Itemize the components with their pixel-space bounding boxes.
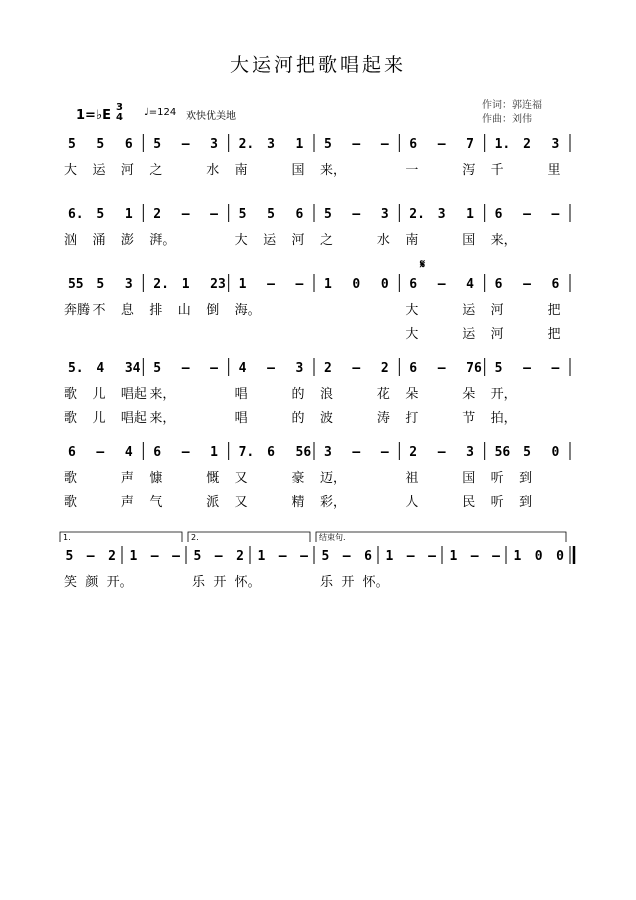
lyric-syllable: 大: [234, 233, 248, 248]
lyric-syllable: 慨: [206, 471, 220, 486]
lyric-syllable: 河: [490, 303, 504, 318]
lyric-syllable: 豪: [291, 471, 305, 486]
note: 6: [124, 137, 133, 152]
note: –: [181, 207, 190, 222]
note: 6: [364, 549, 372, 564]
lyric-syllable: 国: [291, 163, 305, 178]
lyric-syllable: 来，: [490, 233, 517, 248]
lyric-syllable: 息: [120, 303, 134, 318]
note: 6.: [67, 207, 84, 222]
lyric-syllable: 唱起: [120, 411, 147, 426]
note: 6: [494, 207, 503, 222]
lyric-syllable: 怀。: [362, 575, 389, 590]
lyric-syllable: 又: [234, 495, 248, 510]
note: –: [470, 549, 479, 564]
note: 1: [295, 137, 304, 152]
note: 34: [124, 361, 141, 376]
lyric-syllable: 花: [376, 387, 390, 402]
note: 5: [67, 137, 76, 152]
note: 76: [466, 361, 482, 376]
lyric-syllable: 海。: [234, 303, 261, 318]
composer-credit: 作曲：刘伟: [482, 114, 532, 125]
lyric-syllable: 浪: [320, 387, 334, 402]
note: 0: [534, 549, 543, 564]
note: 5: [65, 549, 74, 564]
lyric-syllable: 倒: [206, 303, 220, 318]
note: –: [181, 445, 190, 460]
note: 3: [295, 361, 304, 376]
note: –: [352, 207, 361, 222]
note: 1: [385, 549, 394, 564]
lyric-syllable: 开。: [106, 575, 133, 590]
lyric-syllable: 山: [177, 303, 191, 318]
note: –: [267, 361, 275, 376]
note: –: [437, 137, 446, 152]
ending-label: 2.: [191, 533, 199, 542]
lyric-syllable: 派: [206, 495, 220, 510]
note: 1.: [494, 137, 511, 152]
lyric-syllable: 一: [405, 163, 419, 178]
lyric-syllable: 打: [405, 411, 419, 426]
note: 0: [380, 277, 389, 292]
note: 1: [238, 277, 247, 292]
lyric-syllable: 运: [92, 163, 106, 178]
lyric-syllable: 开: [341, 575, 355, 590]
lyric-syllable: 儿: [92, 387, 106, 402]
lyric-syllable: 到: [519, 471, 533, 486]
note: 2: [236, 549, 244, 564]
note: –: [380, 445, 389, 460]
note: –: [352, 445, 361, 460]
lyric-syllable: 节: [462, 411, 476, 426]
note: 2.: [238, 137, 255, 152]
note: 6: [409, 277, 418, 292]
lyric-syllable: 运: [263, 233, 277, 248]
lyric-syllable: 水: [206, 163, 220, 178]
lyric-syllable: 排: [149, 303, 163, 318]
note: 6: [67, 445, 76, 460]
lyric-syllable: 涛: [376, 411, 390, 426]
note: –: [551, 361, 560, 376]
lyric-syllable: 不: [92, 303, 106, 318]
lyric-syllable: 水: [376, 233, 390, 248]
lyric-syllable: 河: [291, 233, 305, 248]
note: 0: [352, 277, 361, 292]
lyric-syllable: 的: [291, 411, 305, 426]
note: 1: [124, 207, 133, 222]
lyric-syllable: 之: [149, 163, 163, 178]
note: –: [295, 277, 304, 292]
lyric-syllable: 听: [490, 495, 504, 510]
meter-top: 3: [116, 102, 123, 113]
lyric-syllable: 听: [490, 471, 504, 486]
lyricist-credit: 作词：郭连福: [482, 100, 542, 111]
lyric-syllable: 唱: [234, 411, 248, 426]
lyric-syllable: 唱起: [120, 387, 147, 402]
note: –: [214, 549, 223, 564]
song-title: 大运河把歌唱起来: [229, 54, 406, 76]
lyric-syllable: 来，: [149, 387, 176, 402]
lyric-syllable: 歌: [64, 411, 78, 426]
note: 5: [96, 207, 105, 222]
lyric-syllable: 里: [547, 163, 561, 178]
note: 3: [437, 207, 446, 222]
expression-mark: 欢快优美地: [186, 111, 236, 122]
lyric-syllable: 声: [120, 471, 134, 486]
note: 1: [210, 445, 219, 460]
lyric-syllable: 乐: [192, 575, 206, 590]
note: 5: [323, 137, 332, 152]
lyric-syllable: 大: [405, 303, 419, 318]
lyric-syllable: 涌: [92, 233, 106, 248]
lyric-syllable: 南: [234, 163, 248, 178]
note: 55: [67, 277, 84, 292]
note: 1: [323, 277, 332, 292]
lyric-syllable: 开: [213, 575, 227, 590]
lyric-syllable: 儿: [92, 411, 106, 426]
ending-label: 1.: [63, 533, 71, 542]
note: 2: [108, 549, 116, 564]
note: –: [437, 361, 446, 376]
note: –: [352, 361, 361, 376]
lyric-syllable: 国: [462, 471, 476, 486]
note: –: [210, 207, 219, 222]
note: 5: [323, 207, 332, 222]
note: 2.: [153, 277, 169, 292]
note: –: [406, 549, 415, 564]
note: 3: [323, 445, 332, 460]
lyric-syllable: 歌: [64, 387, 78, 402]
note: –: [437, 277, 446, 292]
note: 4: [124, 445, 133, 460]
note: 6: [551, 277, 560, 292]
note: 4: [238, 361, 247, 376]
lyric-syllable: 汹: [64, 233, 78, 248]
note: 6: [153, 445, 162, 460]
note: –: [523, 361, 531, 376]
note: 3: [551, 137, 560, 152]
lyric-syllable: 气: [149, 495, 163, 510]
note: 0: [551, 445, 560, 460]
note: 5: [96, 137, 105, 152]
lyric-syllable: 运: [462, 327, 476, 342]
lyric-syllable: 千: [490, 163, 504, 178]
note: 56: [494, 445, 511, 460]
meter-bottom: 4: [116, 112, 123, 123]
note: 1: [181, 277, 190, 292]
note: 6: [409, 137, 418, 152]
note: 3: [267, 137, 275, 152]
note: –: [428, 549, 436, 564]
ending-bracket: [316, 532, 566, 542]
note: –: [96, 445, 105, 460]
note: 5: [267, 207, 275, 222]
key-signature: 1=♭E: [76, 108, 111, 123]
note: –: [210, 361, 219, 376]
lyric-syllable: 来，: [320, 163, 347, 178]
lyric-syllable: 彩，: [320, 495, 347, 510]
note: 1: [129, 549, 138, 564]
note: 5: [96, 277, 105, 292]
note: –: [172, 549, 180, 564]
note: 23: [210, 277, 226, 292]
lyric-syllable: 怀。: [234, 575, 261, 590]
note: 6: [295, 207, 304, 222]
ending-bracket: [188, 532, 310, 542]
note: –: [352, 137, 361, 152]
note: 2: [523, 137, 531, 152]
lyric-syllable: 把: [547, 303, 561, 318]
lyric-syllable: 颜: [85, 575, 99, 590]
note: 6: [267, 445, 275, 460]
lyric-syllable: 之: [320, 233, 334, 248]
lyric-syllable: 波: [320, 411, 334, 426]
lyric-syllable: 奔腾: [64, 303, 91, 318]
tempo-mark: ♩=124: [144, 107, 177, 118]
lyric-syllable: 朵: [405, 387, 419, 402]
note: –: [380, 137, 389, 152]
note: 5.: [67, 361, 84, 376]
lyric-syllable: 精: [291, 495, 305, 510]
lyric-syllable: 南: [405, 233, 419, 248]
segno-icon: 𝄋: [420, 257, 426, 271]
lyric-syllable: 澎: [120, 233, 134, 248]
lyric-syllable: 河: [490, 327, 504, 342]
note: 1: [466, 207, 475, 222]
lyric-syllable: 的: [291, 387, 305, 402]
note: 2: [409, 445, 418, 460]
note: 5: [193, 549, 202, 564]
lyric-syllable: 湃。: [149, 233, 176, 248]
lyric-syllable: 乐: [320, 575, 334, 590]
note: 6: [409, 361, 418, 376]
lyric-syllable: 慷: [149, 471, 163, 486]
note: 3: [210, 137, 219, 152]
lyric-syllable: 迈，: [320, 471, 347, 486]
ending-bracket: [60, 532, 182, 542]
lyric-syllable: 大: [64, 163, 78, 178]
lyric-syllable: 国: [462, 233, 476, 248]
note: –: [181, 137, 190, 152]
note: –: [523, 277, 531, 292]
note: –: [150, 549, 159, 564]
lyric-syllable: 开，: [490, 387, 517, 402]
note: 2: [153, 207, 162, 222]
lyric-syllable: 泻: [462, 163, 476, 178]
lyric-syllable: 又: [234, 471, 248, 486]
note: –: [86, 549, 95, 564]
note: –: [523, 207, 531, 222]
note: 1: [513, 549, 522, 564]
note: 5: [153, 137, 162, 152]
note: 4: [466, 277, 475, 292]
note: 5: [523, 445, 531, 460]
lyric-syllable: 运: [462, 303, 476, 318]
ending-label: 结束句.: [319, 533, 346, 542]
note: –: [300, 549, 308, 564]
lyric-syllable: 祖: [405, 471, 419, 486]
lyric-syllable: 笑: [64, 575, 78, 590]
note: –: [267, 277, 275, 292]
note: –: [278, 549, 287, 564]
lyric-syllable: 歌: [64, 471, 78, 486]
note: 56: [295, 445, 312, 460]
note: 3: [124, 277, 133, 292]
note: 2: [380, 361, 389, 376]
note: 7.: [238, 445, 255, 460]
note: 3: [380, 207, 389, 222]
note: 5: [153, 361, 162, 376]
lyric-syllable: 声: [120, 495, 134, 510]
note: 5: [494, 361, 503, 376]
note: 0: [556, 549, 564, 564]
note: –: [437, 445, 446, 460]
note: 3: [466, 445, 475, 460]
lyric-syllable: 到: [519, 495, 533, 510]
note: –: [492, 549, 500, 564]
note: –: [551, 207, 560, 222]
lyric-syllable: 人: [405, 495, 419, 510]
lyric-syllable: 大: [405, 327, 419, 342]
note: –: [181, 361, 190, 376]
lyric-syllable: 把: [547, 327, 561, 342]
lyric-syllable: 拍，: [490, 411, 517, 426]
note: 2.: [409, 207, 425, 222]
lyric-syllable: 民: [462, 495, 476, 510]
note: 4: [96, 361, 105, 376]
note: –: [342, 549, 351, 564]
note: 5: [321, 549, 330, 564]
note: 2: [323, 361, 332, 376]
note: 5: [238, 207, 247, 222]
note: 6: [494, 277, 503, 292]
note: 1: [449, 549, 458, 564]
note: 1: [257, 549, 266, 564]
note: 7: [466, 137, 475, 152]
lyric-syllable: 唱: [234, 387, 248, 402]
lyric-syllable: 河: [120, 163, 134, 178]
lyric-syllable: 来，: [149, 411, 176, 426]
lyric-syllable: 朵: [462, 387, 476, 402]
lyric-syllable: 歌: [64, 495, 78, 510]
